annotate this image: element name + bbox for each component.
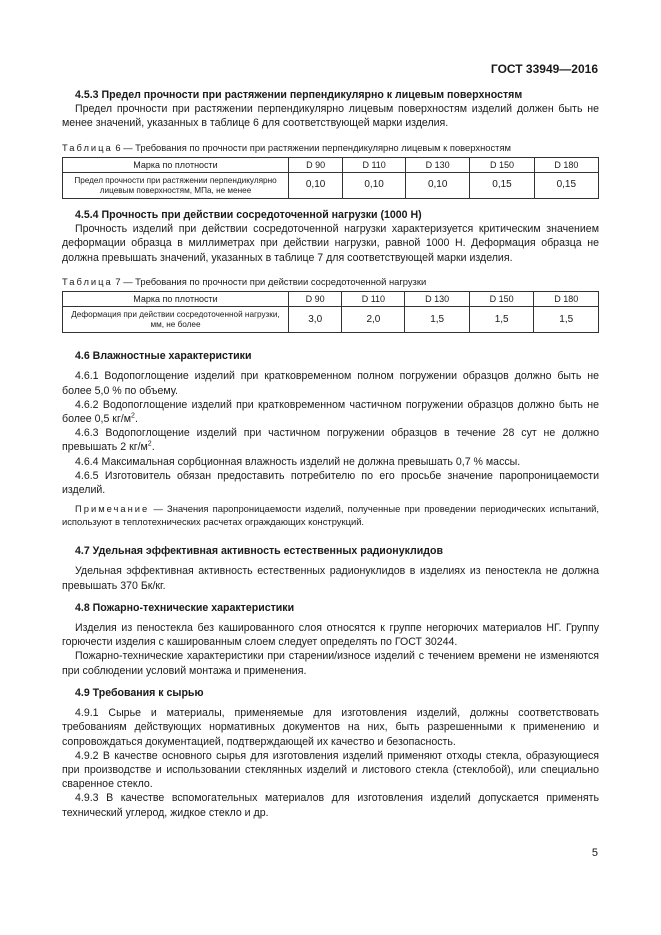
paragraph-4-6-4: 4.6.4 Максимальная сорбционная влажность изделий не должна превышать 0,7 % массы. — [75, 455, 521, 468]
paragraph-4-5-4: Прочность изделий при действии сосредоточенной нагрузки характеризуется критическим значением деформации образца в миллиметрах при действии нагрузки, равной 1000 Н. Деформация образца не должна превышать значений, указанных в таблице 7 для соответствующей марки изделия. — [62, 223, 599, 264]
note — [62, 502, 599, 528]
table-header-cell: D 110 — [343, 157, 406, 172]
table-header-cell: D 150 — [470, 157, 534, 172]
paragraph-4-9-2: 4.9.2 В качестве основного сырья для изготовления изделий применяют отходы стекла, образующиеся при производстве и использовании стеклянных изделий и листового стекла (стеклобой), или специально сваренное стекло. — [62, 749, 599, 791]
note-text: — Значения паропроницаемости изделий, полученные при проведении периодических испытаний, используют в теплотехнических расчетах ограждающих конструкций. — [62, 503, 599, 528]
table-row — [63, 157, 599, 172]
table-row — [63, 173, 599, 199]
page-number: 5 — [591, 847, 598, 859]
paragraph-4-7: Удельная эффективная активность естественных радионуклидов в изделиях из пеностекла не должна превышать 370 Бк/кг. — [62, 565, 599, 592]
paragraph-end: . — [151, 441, 155, 454]
page-content — [62, 88, 599, 820]
table-header-cell: D 90 — [289, 292, 342, 307]
table-cell: 2,0 — [342, 307, 405, 333]
paragraph-4-6-1: 4.6.1 Водопоглощение изделий при кратковременном полном погружении образцов должно быть не более 5,0 % по объему. — [62, 370, 599, 397]
table-cell: 1,5 — [469, 307, 534, 333]
table-7-caption-word: Таблица — [62, 275, 113, 287]
table-cell: 1,5 — [534, 307, 599, 333]
paragraph-4-6-3-text: 4.6.3 Водопоглощение изделий при частичном погружении образцов в течение 28 сут не должно превышать 2 кг/м — [62, 427, 599, 454]
table-row — [63, 292, 599, 307]
table-row — [63, 307, 599, 333]
paragraph-4-6-3 — [62, 426, 599, 454]
heading-4-7: 4.7 Удельная эффективная активность естественных радионуклидов — [75, 545, 443, 558]
table-cell: 0,15 — [470, 173, 534, 199]
paragraph-4-9-1: 4.9.1 Сырье и материалы, применяемые для изготовления изделий, должны соответствовать требованиям действующих нормативных документов на них, быть разрешенными к применению и сопровождаться документацией, подтверждающей их качество и безопасность. — [62, 707, 599, 748]
table-cell: 0,10 — [289, 173, 343, 199]
paragraph-4-6-2 — [62, 398, 599, 426]
paragraph-4-5-3: Предел прочности при растяжении перпендикулярно лицевым поверхностям изделий должен быть не менее значений, указанных в таблице 6 для соответствующей марки изделия. — [62, 103, 599, 130]
table-6 — [62, 157, 599, 199]
table-header-cell: Марка по плотности — [63, 292, 289, 307]
table-6-caption-text: 6 — Требования по прочности при растяжении перпендикулярно лицевым к поверхностям — [112, 141, 511, 153]
heading-4-9: 4.9 Требования к сырью — [75, 686, 204, 699]
paragraph-end: . — [134, 413, 138, 426]
table-cell: 0,15 — [534, 173, 598, 199]
table-header-cell: D 130 — [406, 157, 470, 172]
table-header-cell: D 110 — [342, 292, 405, 307]
table-cell: 0,10 — [406, 173, 470, 199]
table-row-label: Деформация при действии сосредоточенной нагрузки, мм, не более — [63, 307, 289, 333]
table-header-cell: D 180 — [534, 292, 599, 307]
heading-4-5-3: 4.5.3 Предел прочности при растяжении перпендикулярно к лицевым поверхностям — [75, 89, 523, 101]
table-7-caption — [62, 275, 599, 289]
table-row-label: Предел прочности при растяжении перпендикулярно лицевым поверхностям, МПа, не менее — [63, 173, 289, 199]
table-cell: 3,0 — [289, 307, 342, 333]
standard-number: ГОСТ 33949—2016 — [490, 62, 598, 76]
table-6-caption — [62, 141, 599, 155]
heading-4-6: 4.6 Влажностные характеристики — [75, 350, 252, 363]
table-header-cell: D 180 — [534, 157, 598, 172]
table-header-cell: Марка по плотности — [63, 157, 289, 172]
table-cell: 1,5 — [405, 307, 470, 333]
superscript: 2 — [147, 440, 152, 448]
paragraph-4-9-3: 4.9.3 В качестве вспомогательных материалов для изготовления изделий допускается применять технический углерод, жидкое стекло и др. — [62, 792, 599, 819]
table-header-cell: D 150 — [469, 292, 534, 307]
paragraph-4-6-5: 4.6.5 Изготовитель обязан предоставить потребителю по его просьбе значение паропроницаемости изделий. — [62, 469, 599, 497]
superscript: 2 — [131, 412, 135, 420]
table-6-caption-word: Таблица — [62, 141, 113, 153]
heading-4-5-4: 4.5.4 Прочность при действии сосредоточенной нагрузки (1000 Н) — [75, 209, 422, 222]
table-7 — [62, 291, 599, 333]
table-header-cell: D 90 — [289, 157, 343, 172]
paragraph-4-8-2: Пожарно-технические характеристики при старении/износе изделий с течением времени не изменяются при соблюдении условий монтажа и применения. — [62, 650, 599, 677]
paragraph-4-8-1: Изделия из пеностекла без кашированного слоя относятся к группе негорючих материалов НГ. Группу горючести изделия с кашированным слоем следует определять по ГОСТ 30244. — [62, 622, 599, 649]
note-word: Примечание — [75, 503, 150, 515]
paragraph-4-6-2-text: 4.6.2 Водопоглощение изделий при кратковременном частичном погружении образцов должно быть не более 0,5 кг/м — [62, 398, 599, 426]
table-header-cell: D 130 — [405, 292, 470, 307]
heading-4-8: 4.8 Пожарно-технические характеристики — [75, 601, 295, 614]
table-7-caption-text: 7 — Требования по прочности при действии сосредоточенной нагрузки — [112, 275, 427, 287]
table-cell: 0,10 — [343, 173, 406, 199]
